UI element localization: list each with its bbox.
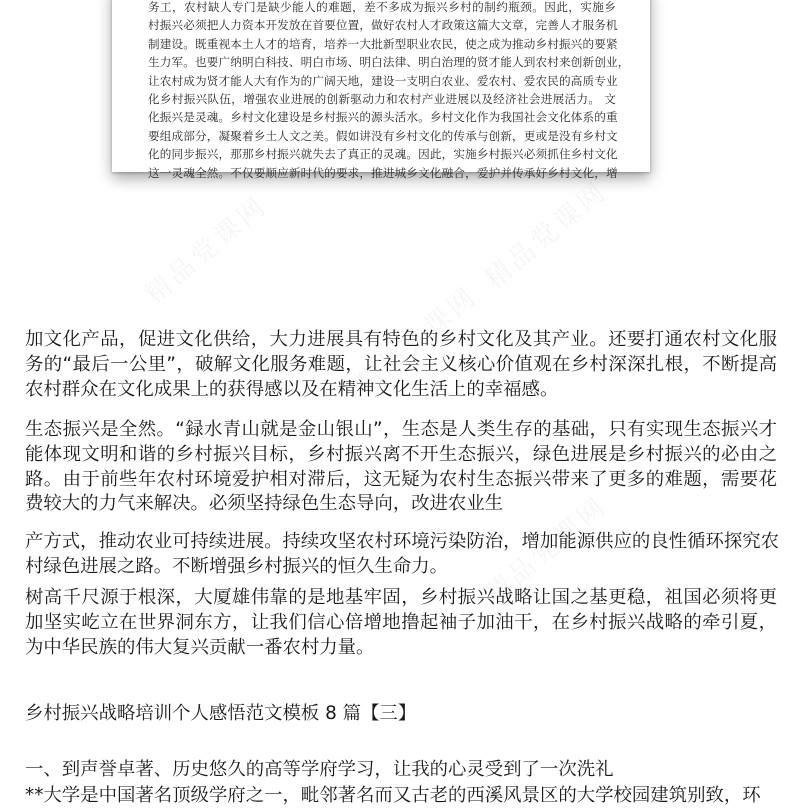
- text-line: 务工，农村缺人专门是缺少能人的难题，差不多成为振兴乡村的制约瓶颈。因此，实施乡: [148, 0, 616, 14]
- paragraph-culture: [25, 328, 777, 402]
- paragraph-conclusion: [25, 586, 777, 660]
- text-line: 加坚实屹立在世界洞东方，让我们信心倍增地撸起袖子加油干，在乡村振兴战略的牵引夏，: [25, 611, 777, 633]
- section-title: [25, 758, 777, 783]
- watermark: 精品党课网: [349, 280, 484, 401]
- text-line: 化振兴是灵魂。乡村文化建设是乡村振兴的源头活水。乡村文化作为我国社会文化体系的重: [148, 110, 618, 125]
- page-preview-card: [112, 0, 650, 180]
- text-line: 加文化产品，促进文化供给，大力进展具有特色的乡村文化及其产业。还要打通农村文化服: [25, 329, 777, 350]
- section-title-text: 一、到声誉卓著、历史悠久的高等学府学习，让我的心灵受到了一次洗礼: [25, 759, 614, 780]
- text-line: 为中华民族的伟大复兴贡献一番农村力量。: [25, 636, 375, 658]
- text-line: 村绿色进展之路。不断增强乡村振兴的恒久生命力。: [25, 555, 448, 577]
- page-preview-text: [148, 0, 630, 182]
- text-line: 制建设。既重视本土人才的培育，培养一大批新型职业农民，使之成为推动乡村振兴的要紧: [148, 36, 618, 51]
- text-line: 让农村成为贤才能人大有作为的广阔天地，建设一支明白农业、爱农村、爱农民的高质专业: [148, 73, 618, 88]
- text-line: 务的“最后一公里”，破解文化服务难题，让社会主义核心价值观在乡村深深扎根，不断提高: [25, 353, 777, 375]
- text-line: 要组成部分，凝聚着乡土人文之美。假如讲没有乡村文化的传承与创新，更或是没有乡村文: [148, 128, 618, 143]
- text-line: 村振兴必须把人力资本开发放在首要位置，做好农村人才政策这篇大文章，完善人才服务机: [148, 18, 618, 33]
- text-line: 费较大的力气来解决。必须坚持绿色生态导向，改进农业生: [25, 493, 504, 515]
- text-line: 能体现文明和谐的乡村振兴目标，乡村振兴离不开生态振兴，绿色进展是乡村振兴的必由之: [25, 443, 777, 465]
- text-line: 路。由于前些年农村环境爱护相对滞后，这无疑为农村生态振兴带来了更多的难题，需要花: [25, 468, 777, 490]
- text-line: 生力军。也要广纳明白科技、明白市场、明白法律、明白治理的贤才能人到农村来创新创业，: [148, 55, 630, 70]
- text-line: 产方式，推动农业可持续进展。持续攻坚农村环境污染防治，增加能源供应的良性循环探究农: [25, 531, 780, 552]
- article-heading: [25, 702, 777, 727]
- heading-text: 乡村振兴战略培训个人感悟范文模板 8 篇【三】: [25, 703, 417, 724]
- watermark: 精品党课网: [479, 175, 614, 296]
- watermark: 精品党课网: [479, 490, 614, 611]
- text-line: 化的同步振兴，那那乡村振兴就失去了真正的灵魂。因此，实施乡村振兴必须抓住乡村文化: [148, 147, 618, 162]
- paragraph-university: [25, 784, 777, 809]
- text-line: 生态振兴是全然。“録水青山就是金山银山”，生态是人类生存的基础，只有实现生态振兴才: [25, 419, 777, 440]
- paragraph-ecology: [25, 418, 777, 517]
- paragraph-ecology-continued: [25, 530, 780, 580]
- text-line: 化乡村振兴队伍，增强农业进展的创新驱动力和农村产业进展以及经济社会进展活力。 文: [148, 92, 616, 107]
- text-line: 树高千尺源于根深，大厦雄伟靠的是地基牢固，乡村振兴战略让国之基更稳，祖国必须将更: [25, 587, 777, 608]
- watermark: 精品党课网: [139, 190, 274, 311]
- text-line: 这一灵魂全然。不仅要顺应新时代的要求，推进城乡文化融合，爱护并传承好乡村文化，增: [148, 165, 618, 180]
- text-line: **大学是中国著名顶级学府之一，毗邻著名而又古老的西溪风景区的大学校园建筑别致，环: [25, 785, 761, 806]
- text-line: 农村群众在文化成果上的获得感以及在精神文化生活上的幸福感。: [25, 378, 559, 400]
